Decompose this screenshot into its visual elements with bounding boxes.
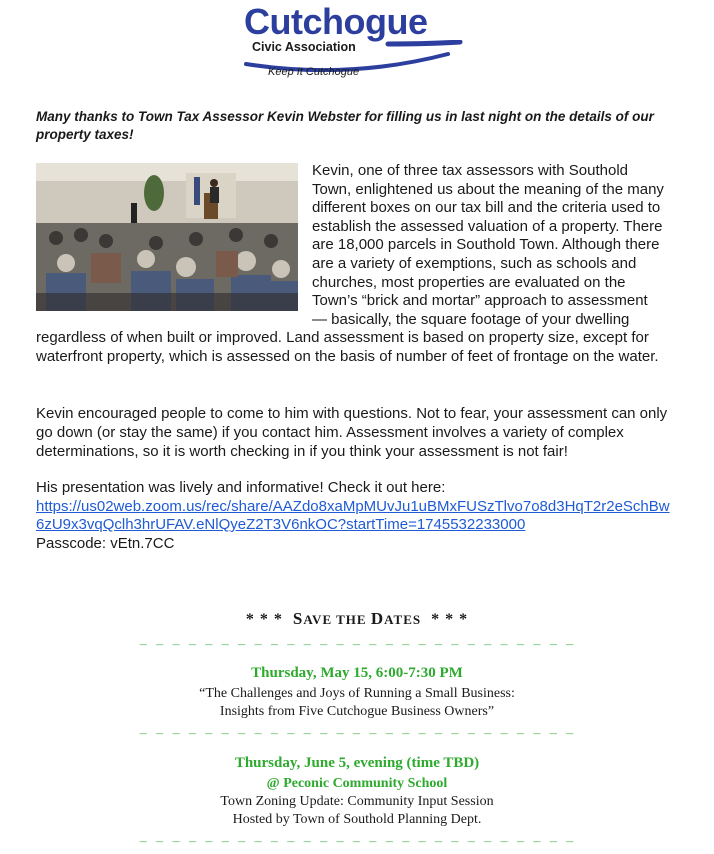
cutchogue-logo (238, 2, 468, 82)
event-1-date: Thursday, May 15, 6:00-7:30 PM (251, 665, 463, 681)
paragraph-assessment (36, 162, 664, 367)
paragraph-assessment-text: Kevin, one of three tax assessors with Southold Town, enlightened us about the meaning of the many different boxes on our tax bill and the criteria used to establish the assessed valuation of a property. There are 18,000 parcels in Southold Town. Although there are a variety of exemptions, such as schools and churches, most properties are evaluated on the Town’s “brick and mortar” approach to assessment — basically, the square footage of your dwelling regardless of when built or improved. Land assessment is based on property size, except for waterfront property, which is assessed on the basis of number of feet of frontage on the water. (36, 162, 664, 365)
divider-2: _ _ _ _ _ _ _ _ _ _ _ _ _ _ _ _ _ _ _ _ _ _ _ _ _ _ _ (139, 723, 575, 737)
stars-right: * * * (431, 611, 469, 628)
event-1-line-2: Insights from Five Cutchogue Business Owners” (219, 704, 495, 719)
zoom-recording-link[interactable]: https://us02web.zoom.us/rec/share/AAZdo8xaMpMUvJu1uBMxFUSzTlvo7o8d3HqT2r2eSchBw6zU9x3vqQclh3hrUFAV.eNlQyeZ2T3V6nkOC?startTime=1745532233000 (36, 497, 670, 533)
logo-tagline: Keep It Cutchogue (268, 66, 360, 78)
divider-3: _ _ _ _ _ _ _ _ _ _ _ _ _ _ _ _ _ _ _ _ _ _ _ _ _ _ _ (139, 831, 575, 845)
event-2-location: @ Peconic Community School (266, 776, 448, 791)
event-1-line-1: “The Challenges and Joys of Running a Small Business: (199, 686, 515, 701)
passcode-text: Passcode: vEtn.7CC (36, 534, 175, 552)
heading-letter-d: D (370, 609, 385, 628)
paragraph-questions: Kevin encouraged people to come to him with questions. Not to fear, your assessment can only go down (or stay the same) if you contact him. Assessment involves a variety of complex determinations, so it is worth checking in if you think your assessment is not fair! (36, 405, 668, 460)
heading-part-2: ATES (384, 612, 422, 627)
event-2-line-1: Town Zoning Update: Community Input Session (220, 794, 494, 809)
event-2-line-2: Hosted by Town of Southold Planning Dept. (232, 812, 482, 827)
stars-left: * * * (245, 611, 283, 628)
logo-subtitle: Civic Association (252, 40, 356, 54)
logo-title: Cutchogue (244, 1, 428, 42)
presentation-text: His presentation was lively and informative! Check it out here: (36, 479, 446, 496)
presentation-block (36, 479, 676, 553)
event-2-date: Thursday, June 5, evening (time TBD) (234, 755, 480, 771)
divider-1: _ _ _ _ _ _ _ _ _ _ _ _ _ _ _ _ _ _ _ _ _ _ _ _ _ _ _ (139, 634, 575, 648)
heading-part-1: AVE THE (303, 612, 371, 627)
intro-heading: Many thanks to Town Tax Assessor Kevin Webster for filling us in last night on the details of our property taxes! (36, 109, 654, 142)
save-the-dates-heading (0, 609, 714, 629)
heading-letter-s: S (292, 609, 304, 628)
